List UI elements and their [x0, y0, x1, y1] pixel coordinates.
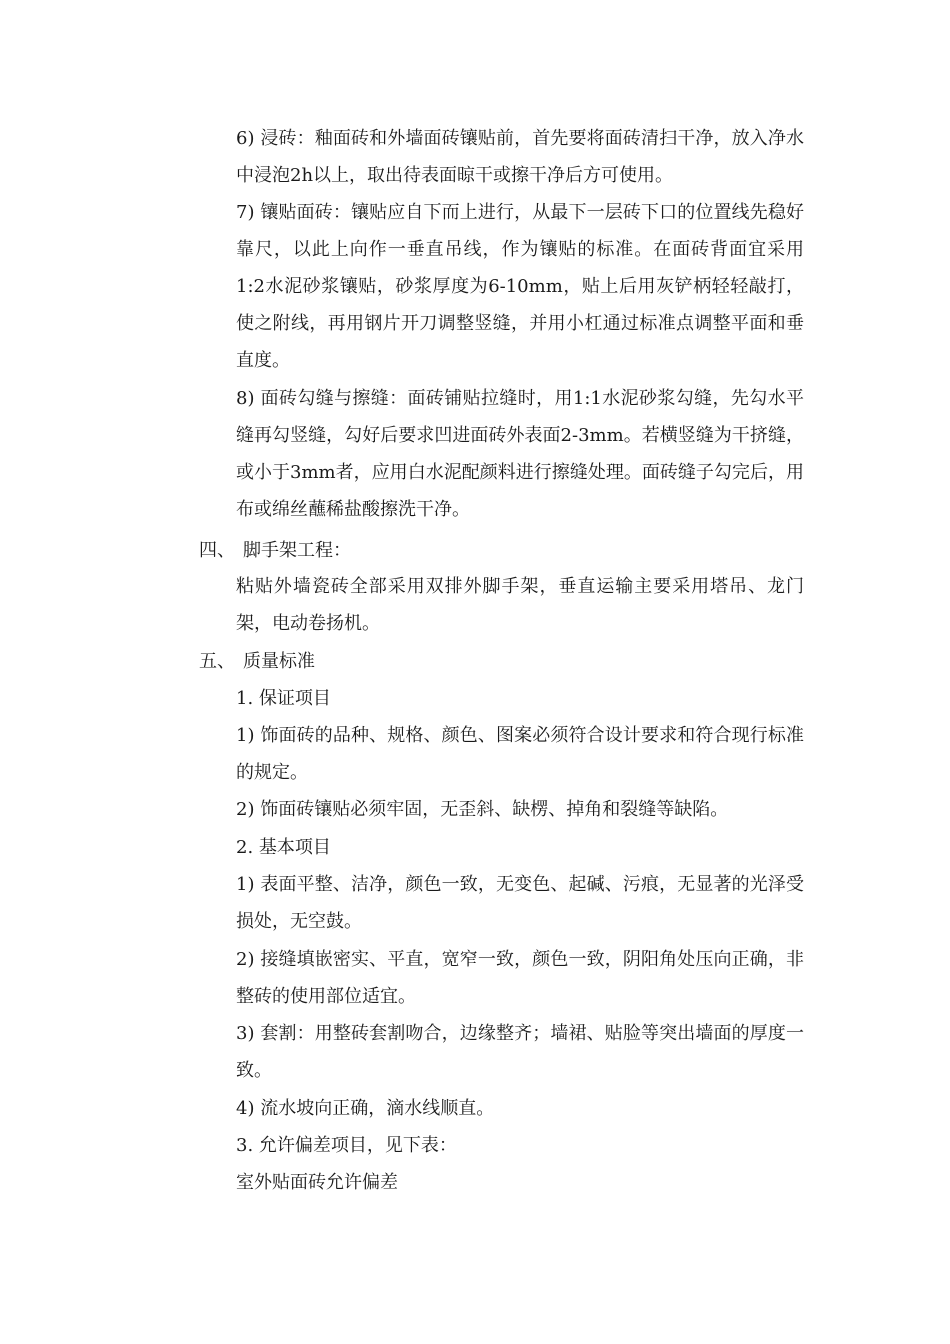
paragraph-grouting: 8) 面砖勾缝与擦缝：面砖铺贴拉缝时，用1:1水泥砂浆勾缝，先勾水平缝再勾竖缝，勾好后要求凹进面砖外表面2-3mm。若横竖缝为干挤缝，或小于3mm者，应用白水泥配颜料进行擦缝处理。面砖缝子勾完后，用布或绵丝蘸稀盐酸擦洗干净。 — [236, 388, 804, 520]
table-caption: 室外贴面砖允许偏差 — [236, 1172, 398, 1193]
section-number: 五、 — [199, 651, 235, 672]
subheading-allowed-deviation: 3. 允许偏差项目，见下表： — [236, 1135, 457, 1156]
list-item: 4) 流水坡向正确，滴水线顺直。 — [236, 1098, 495, 1119]
subheading-basic-items: 2. 基本项目 — [236, 837, 331, 858]
section-heading-scaffolding — [199, 532, 351, 569]
list-item: 1) 表面平整、洁净，颜色一致，无变色、起碱、污痕，无显著的光泽受损处，无空鼓。 — [236, 874, 804, 932]
paragraph-soak-tiles: 6) 浸砖：釉面砖和外墙面砖镶贴前，首先要将面砖清扫干净，放入净水中浸泡2h以上，取出待表面晾干或擦干净后方可使用。 — [236, 128, 804, 186]
section-heading-quality — [199, 643, 315, 680]
section-title: 质量标准 — [243, 651, 315, 672]
list-item: 2) 接缝填嵌密实、平直，宽窄一致，颜色一致，阴阳角处压向正确，非整砖的使用部位适宜。 — [236, 949, 804, 1007]
list-item: 2) 饰面砖镶贴必须牢固，无歪斜、缺楞、掉角和裂缝等缺陷。 — [236, 799, 729, 820]
paragraph-scaffolding: 粘贴外墙瓷砖全部采用双排外脚手架，垂直运输主要采用塔吊、龙门架，电动卷扬机。 — [236, 576, 804, 634]
paragraph-tile-laying: 7) 镶贴面砖：镶贴应自下而上进行，从最下一层砖下口的位置线先稳好靠尺，以此上向作一垂直吊线，作为镶贴的标准。在面砖背面宜采用1:2水泥砂浆镶贴，砂浆厚度为6-10mm，贴上后用灰铲柄轻轻敲打，使之附线，再用钢片开刀调整竖缝，并用小杠通过标准点调整平面和垂直度。 — [236, 202, 804, 371]
list-item: 3) 套割：用整砖套割吻合，边缘整齐；墙裙、贴脸等突出墙面的厚度一致。 — [236, 1023, 804, 1081]
list-item: 1) 饰面砖的品种、规格、颜色、图案必须符合设计要求和符合现行标准的规定。 — [236, 725, 804, 783]
section-title: 脚手架工程： — [243, 540, 351, 561]
section-number: 四、 — [199, 540, 235, 561]
subheading-guarantee-items: 1. 保证项目 — [236, 688, 331, 709]
